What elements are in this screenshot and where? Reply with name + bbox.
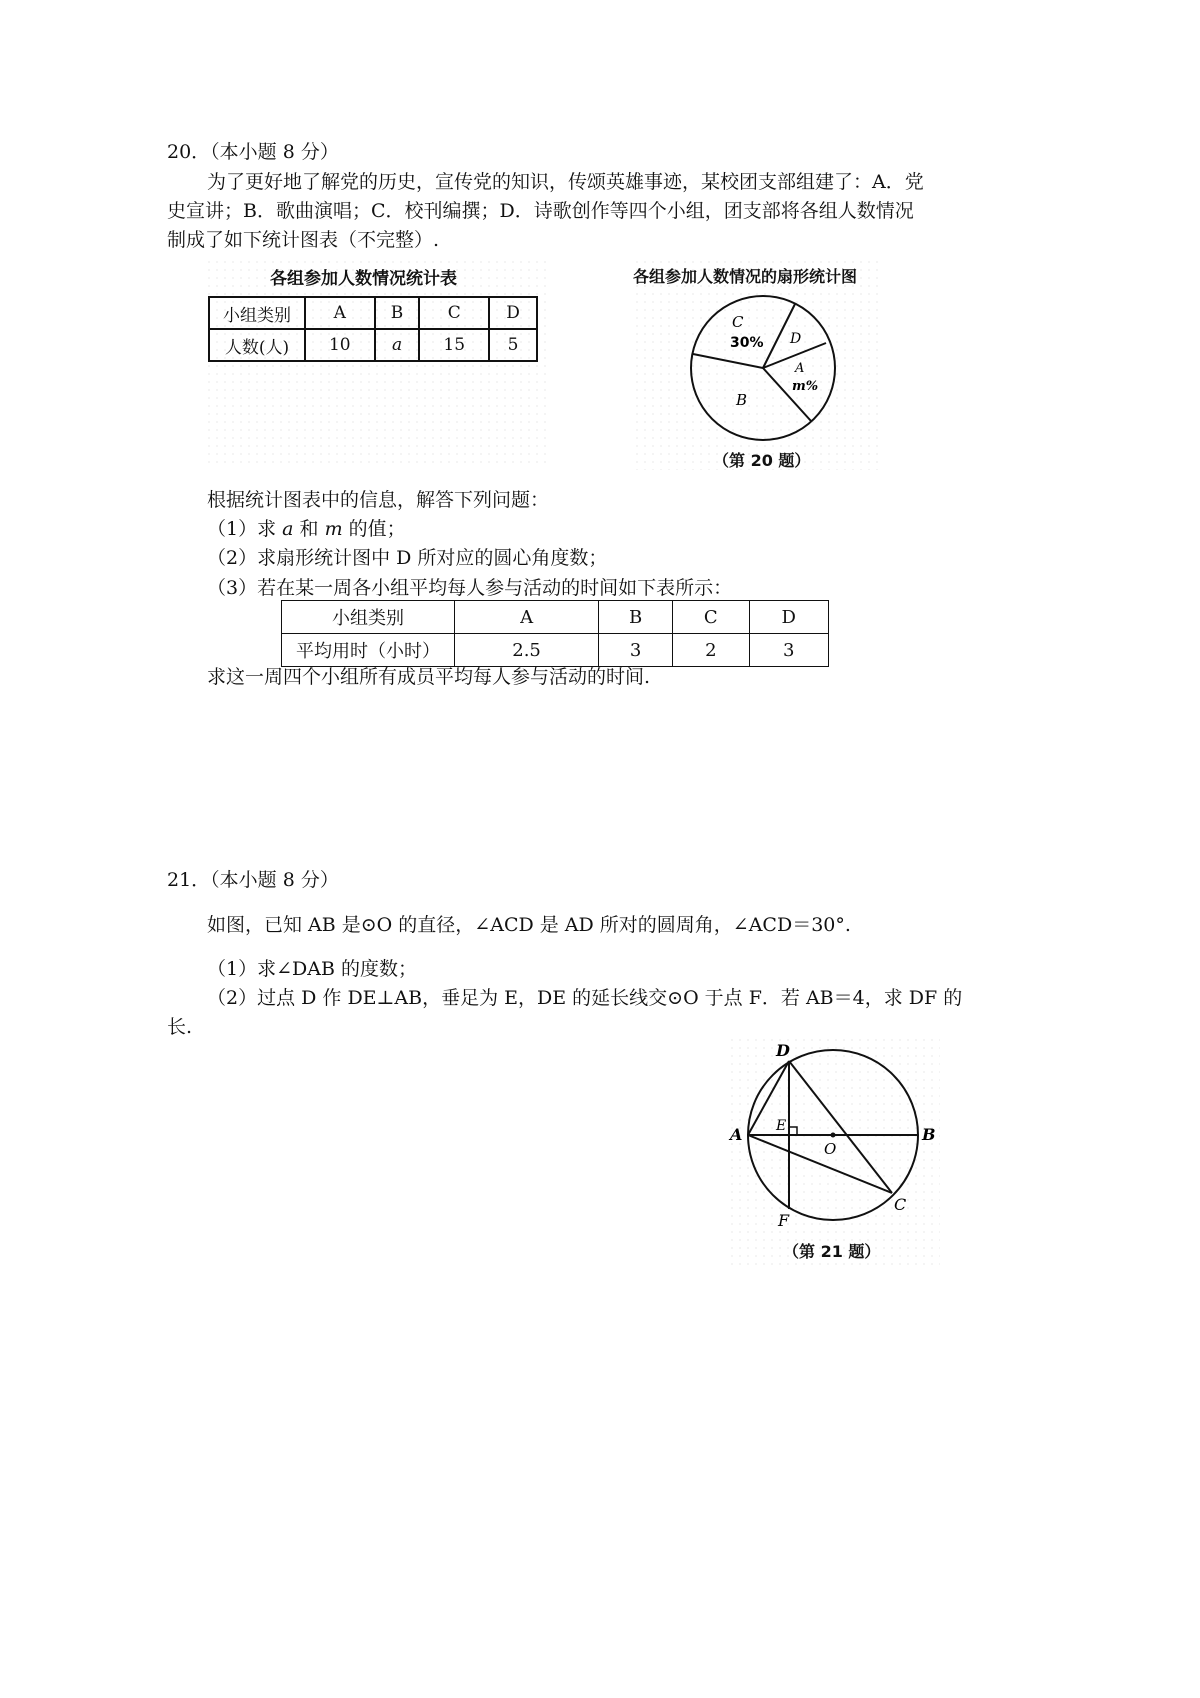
time-table-cell: 2.5: [455, 634, 599, 667]
pie-figure: [633, 258, 881, 470]
count-table-cell: 5: [489, 329, 537, 361]
q20-q1-part: 和: [293, 518, 325, 540]
circle-diagram: [728, 1036, 940, 1266]
q20-question-1: [207, 517, 406, 541]
time-table-header-cell: B: [599, 601, 673, 634]
count-table: [208, 296, 538, 362]
q20-q1-part: 的值；: [342, 518, 406, 540]
time-table-header-cell: C: [673, 601, 749, 634]
time-table-header-cell: A: [455, 601, 599, 634]
q20-prompt: 根据统计图表中的信息，解答下列问题：: [207, 489, 550, 511]
time-table-cell: 3: [599, 634, 673, 667]
q20-intro-line1: 为了更好地了解党的历史，宣传党的知识，传颂英雄事迹，某校团支部组建了：A．党: [207, 171, 924, 193]
q21-intro: 如图，已知 AB 是⊙O 的直径，∠ACD 是 AD 所对的圆周角，∠ACD＝30°.: [207, 914, 851, 936]
count-table-data-row: [209, 329, 537, 361]
right-angle-mark: [789, 1127, 797, 1135]
pie-label-a: A: [795, 361, 805, 376]
pie-chart: [633, 258, 881, 470]
pie-title: 各组参加人数情况的扇形统计图: [633, 267, 858, 286]
pie-caption: （第 20 题）: [713, 451, 811, 470]
q20-question-2: （2）求扇形统计图中 D 所对应的圆心角度数；: [207, 547, 608, 569]
count-table-cell: 10: [305, 329, 375, 361]
count-table-cell: 15: [419, 329, 489, 361]
q20-question-3: （3）若在某一周各小组平均每人参与活动的时间如下表所示：: [207, 577, 733, 599]
count-table-cell: 人数(人): [209, 329, 305, 361]
count-table-header-cell: D: [489, 297, 537, 329]
count-table-header-cell: B: [375, 297, 420, 329]
circle-caption: （第 21 题）: [783, 1242, 881, 1261]
time-table-header-cell: 小组类别: [282, 601, 455, 634]
circle-figure: [728, 1036, 940, 1266]
pie-divider-c-b: [693, 354, 763, 368]
count-table-title: 各组参加人数情况统计表: [270, 269, 457, 289]
q20-header: 20．（本小题 8 分）: [167, 141, 339, 163]
pie-label-d: D: [790, 331, 802, 347]
q21-question-2-line2: 长.: [167, 1016, 193, 1038]
q20-intro-line2: 史宣讲；B．歌曲演唱；C．校刊编撰；D．诗歌创作等四个小组，团支部将各组人数情况: [167, 200, 914, 222]
count-table-cell: a: [375, 329, 420, 361]
count-table-header-cell: A: [305, 297, 375, 329]
count-table-header-cell: C: [419, 297, 489, 329]
label-o: O: [824, 1140, 837, 1158]
time-table-cell: 平均用时（小时）: [282, 634, 455, 667]
label-e: E: [776, 1118, 787, 1134]
label-b: B: [922, 1125, 936, 1144]
q21-question-2-line1: （2）过点 D 作 DE⊥AB，垂足为 E，DE 的延长线交⊙O 于点 F．若 AB＝4，求 DF 的: [207, 987, 963, 1009]
q20-q1-var-a: a: [282, 518, 294, 540]
q21-header: 21．（本小题 8 分）: [167, 869, 339, 891]
time-table-cell: 3: [749, 634, 828, 667]
count-table-header-cell: 小组类别: [209, 297, 305, 329]
pie-label-c-pct: 30%: [730, 335, 764, 351]
count-table-header-row: [209, 297, 537, 329]
count-table-figure: [205, 258, 550, 463]
label-f: F: [778, 1211, 790, 1230]
time-table-header-row: [282, 601, 829, 634]
pie-label-c: C: [732, 313, 744, 331]
label-c: C: [894, 1195, 907, 1214]
q20-q1-var-m: m: [324, 518, 343, 540]
q21-question-1: （1）求∠DAB 的度数；: [207, 958, 417, 980]
label-d: D: [776, 1041, 790, 1060]
time-table: [281, 600, 829, 667]
time-table-header-cell: D: [749, 601, 828, 634]
q20-q1-part: （1）求: [207, 518, 283, 540]
time-table-data-row: [282, 634, 829, 667]
pie-label-b: B: [736, 391, 748, 409]
q20-intro-line3: 制成了如下统计图表（不完整）.: [167, 229, 440, 251]
time-table-cell: 2: [673, 634, 749, 667]
center-point: [831, 1133, 836, 1138]
label-a: A: [730, 1125, 743, 1144]
q20-final: 求这一周四个小组所有成员平均每人参与活动的时间.: [207, 666, 651, 688]
pie-label-a-pct: m%: [792, 379, 819, 394]
